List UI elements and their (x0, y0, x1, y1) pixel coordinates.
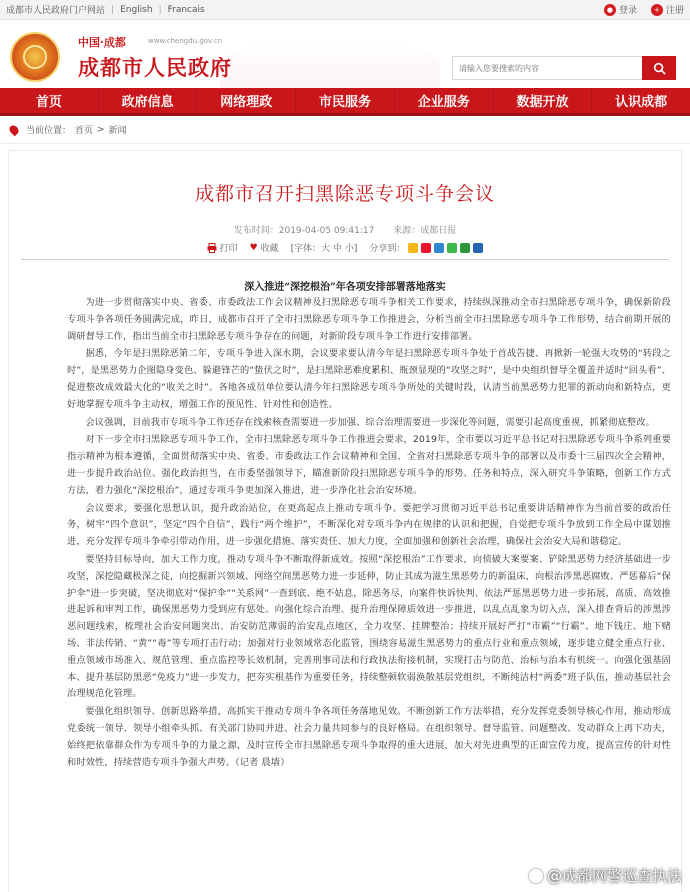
heart-icon: ♥ (249, 242, 258, 253)
weibo-logo-icon (529, 869, 543, 883)
search-box (452, 56, 676, 80)
paragraph: 会议强调，目前我市专项斗争工作还存在线索核查需要进一步加强、综合治理需要进一步深化等问题，需要引起高度重视，抓紧彻底整改。 (85, 416, 655, 428)
watermark (529, 865, 682, 886)
nav-home[interactable]: 首页 (0, 88, 99, 113)
french-link[interactable]: Francais (167, 4, 205, 15)
separator: | (111, 4, 115, 15)
site-header (0, 20, 690, 88)
share-renren-icon[interactable] (473, 243, 483, 253)
share-bar (369, 241, 483, 254)
logo-emblem[interactable] (10, 32, 60, 82)
share-label: 分享到： (369, 244, 406, 254)
article-source: 来源：成都日报 (393, 226, 457, 236)
main-nav (0, 88, 690, 116)
register-label: 注册 (665, 6, 684, 16)
breadcrumb-separator: > (97, 124, 105, 135)
breadcrumb (0, 116, 690, 144)
favorite-button[interactable] (250, 241, 279, 254)
paragraph: 会议要求，要强化思想认识，提升政治站位，在更高起点上推动专项斗争。要把学习贯彻习近平总书记重要讲话精神作为当前首要的政治任务，树牢“四个意识”，坚定“四个自信”，践行“两个维护”，不断深化对专项斗争内在规律的认识和把握，自觉把专项斗争放到工作全局中谋划推进，充分发挥专项斗争牵引带动作用，进一步强化措施、落实责任、加大力度，全面加强和创新社会治理，确保社会治安大局和谐稳定。 (67, 502, 671, 548)
share-weibo-icon[interactable] (421, 243, 431, 253)
breadcrumb-home[interactable]: 首页 (75, 126, 94, 136)
article-body (67, 295, 671, 772)
user-icon: ● (604, 4, 616, 16)
nav-online-governance[interactable]: 网络理政 (197, 88, 296, 113)
nav-business-services[interactable]: 企业服务 (395, 88, 494, 113)
share-douban-icon[interactable] (460, 243, 470, 253)
site-name[interactable]: 成都市人民政府 (78, 55, 232, 80)
article-title: 成都市召开扫黑除恶专项斗争会议 (194, 183, 495, 205)
share-wechat-icon[interactable] (447, 243, 457, 253)
paragraph: 要坚持目标导向，加大工作力度，推动专项斗争不断取得新成效。按照“深挖根治”工作要求，向侦破大案要案、铲除黑恶势力经济基础进一步攻坚，深挖隐藏极深之徒，向挖掘新兴领域、网络空间黑恶势力进一步延伸，防止其成为滋生黑恶势力的新温床，向根治涉黑恶腐败、严惩幕后“保护伞”进一步突破，坚决彻底对“保护伞”“关系网”一查到底、绝不姑息，除恶务尽，向案件快诉快判、依法严惩黑恶势力进一步拓展，高质、高效推进起诉和审判工作，确保黑恶势力受到应有惩处。向强化综合治理、提升治理保障质效进一步推进，以乱点乱象为切入点，深入排查背后的涉黑涉恶问题线索，梳理社会治安问题突出、治安防范薄弱的治安乱点地区，全力攻坚、挂牌整治；持续开展好严打“市霸”“行霸”、地下钱庄、地下赌场、非法传销、“黄”“毒”等专项打击行动；加强对行业领域常态化监管，围绕容易滋生黑恶势力的重点行业和重点领域，逐步建立健全重点行业、重点领域市场准入、规范管理、重点监控等长效机制，完善刑事司法和行政执法衔接机制，实现打击与防范、治标与治本有机统一。向强化强基固本、提升基层防黑恶“免疫力”进一步发力，把夯实根基作为重要任务，持续整顿软弱涣散基层党组织，不断纯洁村“两委”班子队伍，推动基层社会治理规范化管理。 (67, 553, 671, 700)
login-label: 登录 (618, 6, 637, 16)
account-links (604, 3, 684, 16)
location-pin-icon (8, 123, 21, 136)
register-icon: + (651, 4, 663, 16)
breadcrumb-current[interactable]: 新闻 (108, 126, 127, 136)
portal-link[interactable]: 成都市人民政府门户网站 (6, 6, 106, 16)
top-bar (0, 0, 690, 20)
font-size-selector[interactable]: [字体：大 中 小] (290, 244, 358, 254)
register-link[interactable] (651, 3, 684, 16)
paragraph: 要强化组织领导、创新思路举措，高抓实干推动专项斗争各项任务落地见效。不断创新工作方法举措，充分发挥党委领导核心作用，推动形成党委统一领导、领导小组牵头抓、有关部门协同并进、社会力量共同参与的良好格局。在组织领导、督导监管、问题整改、发动群众上再下功夫，始终把依靠群众作为专项斗争的力量之源，及时宣传全市扫黑除恶专项斗争取得的重大进展，加大对先进典型的正面宣传力度，提高宣传的针对性和时效性，持续营造专项斗争强大声势。（记者 晨墙） (67, 706, 671, 768)
nav-citizen-services[interactable]: 市民服务 (296, 88, 395, 113)
breadcrumb-label: 当前位置： (26, 126, 72, 136)
english-link[interactable]: English (120, 4, 153, 15)
nav-about-chengdu[interactable]: 认识成都 (615, 95, 668, 110)
share-qq-icon[interactable] (434, 243, 444, 253)
print-button[interactable] (207, 241, 238, 254)
watermark-text: @成都网警巡查执法 (546, 867, 682, 885)
publish-time: 发布时间：2019-04-05 09:41:17 (233, 226, 375, 236)
paragraph: 据悉，今年是扫黑除恶第二年，专项斗争进入深水期，会议要求要认清今年是扫黑除恶专项斗争处于首战告捷、再掀新一轮强大攻势的“转段之时”，是黑恶势力企图隐身变色、躲避锋芒的“蛰伏之时”，是扫黑除恶难度累积、瓶颈显现的“攻坚之时”，是中央组织督导全覆盖并适时“回头看”、促进整改成效最大化的“收关之时”。各地各成员单位要认清今年扫黑除恶专项斗争所处的关键时段，认清当前黑恶势力犯罪的新动向和新特点，更好地掌握专项斗争主动权，增强工作的预见性、针对性和创造性。 (67, 348, 671, 410)
login-link[interactable] (604, 3, 637, 16)
site-url: www.chengdu.gov.cn (148, 37, 223, 45)
nav-gov-info[interactable]: 政府信息 (99, 88, 198, 113)
search-icon (653, 62, 666, 75)
print-label: 打印 (219, 244, 238, 254)
article-subtitle: 深入推进“深挖根治”年各项安排部署落地落实 (244, 282, 446, 293)
printer-icon (207, 243, 217, 253)
search-button[interactable] (642, 56, 676, 80)
article-container (8, 150, 682, 892)
separator: | (158, 4, 162, 15)
top-links (6, 3, 205, 16)
paragraph: 为进一步贯彻落实中央、省委、市委政法工作会议精神及扫黑除恶专项斗争相关工作要求，持续纵深推动全市扫黑除恶专项斗争，确保新阶段专项斗争各项任务圆满完成，昨日，成都市召开了全市扫黑除恶专项斗争工作推进会，分析当前全市扫黑除恶专项斗争工作形势，结合前期开展的调研督导工作，指出当前全市扫黑除恶专项斗争存在的问题，对新阶段专项斗争工作进行安排部署。 (67, 297, 671, 342)
divider (21, 259, 669, 260)
search-input[interactable] (453, 57, 613, 79)
nav-open-data[interactable]: 数据开放 (494, 88, 593, 113)
header-decoration (220, 40, 440, 88)
article-meta (9, 223, 681, 236)
emblem-ring (23, 45, 47, 69)
favorite-label: 收藏 (260, 244, 279, 254)
site-top-label: 中国·成都 (78, 36, 126, 49)
share-qzone-icon[interactable] (408, 243, 418, 253)
paragraph: 对下一步全市扫黑除恶专项斗争工作，全市扫黑除恶专项斗争工作推进会要求，2019年，全市要以习近平总书记对扫黑除恶专项斗争系列重要指示精神为根本遵循，全面贯彻落实中央、省委、市委政法工作会议精神和全国、全省对扫黑除恶专项斗争的部署以及市委十三届四次全会精神，进一步提升政治站位、强化政治担当，在市委坚强领导下，瞄准新阶段扫黑除恶专项斗争的形势、任务和特点，深入研究斗争策略，创新工作方式方法，着力强化“深挖根治”，通过专项斗争更加深入推进，进一步净化社会治安环境。 (67, 434, 671, 496)
article-tools (9, 241, 681, 254)
